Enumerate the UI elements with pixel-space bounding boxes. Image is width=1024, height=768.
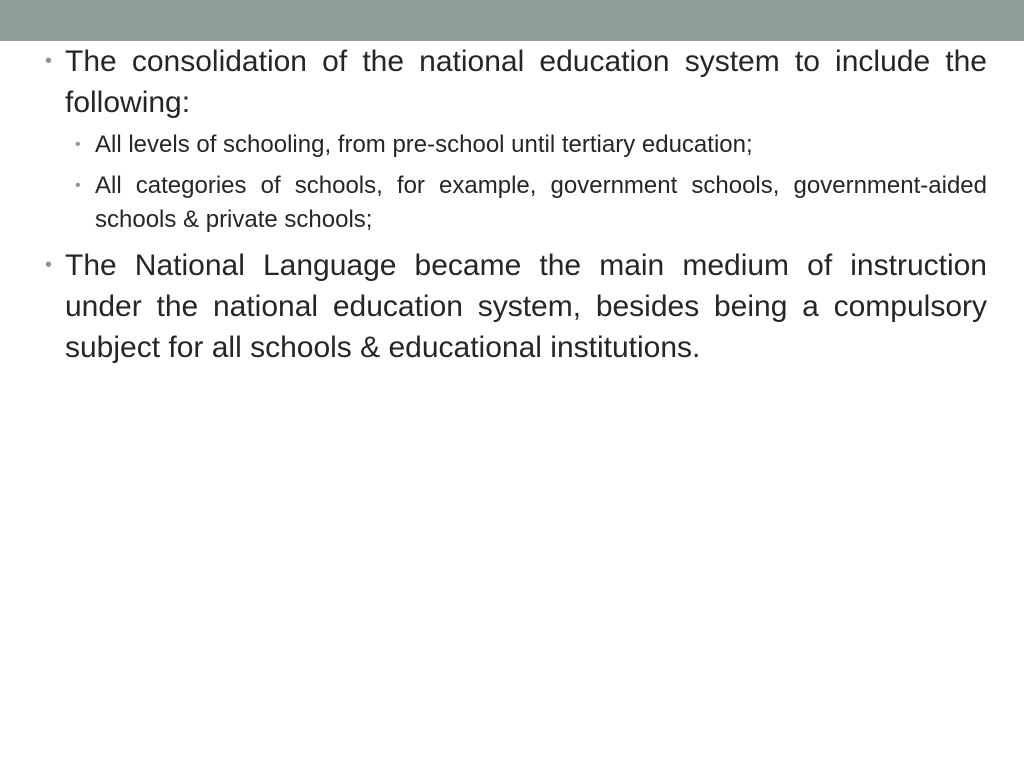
bullet-item xyxy=(45,41,987,123)
bullet-dot-icon: • xyxy=(45,254,53,276)
sub-bullet-item xyxy=(75,169,987,237)
sub-bullet-item xyxy=(75,128,987,162)
bullet-dot-icon: • xyxy=(45,50,53,72)
bullet-text: The consolidation of the national education system to include the following: xyxy=(65,45,987,119)
bullet-item xyxy=(45,245,987,368)
slide-header-bar xyxy=(0,0,1024,41)
bullet-text: The National Language became the main medium of instruction under the national education system, besides being a compulsory subject for all schools & educational institutions. xyxy=(65,249,987,364)
sub-bullet-text: All categories of schools, for example, government schools, government-aided schools & private schools; xyxy=(95,172,987,233)
sub-bullet-dot-icon: • xyxy=(75,136,81,153)
slide-content xyxy=(45,41,987,368)
sub-bullet-dot-icon: • xyxy=(75,177,81,194)
sub-bullet-list xyxy=(45,128,987,237)
sub-bullet-text: All levels of schooling, from pre-school until tertiary education; xyxy=(95,131,753,158)
